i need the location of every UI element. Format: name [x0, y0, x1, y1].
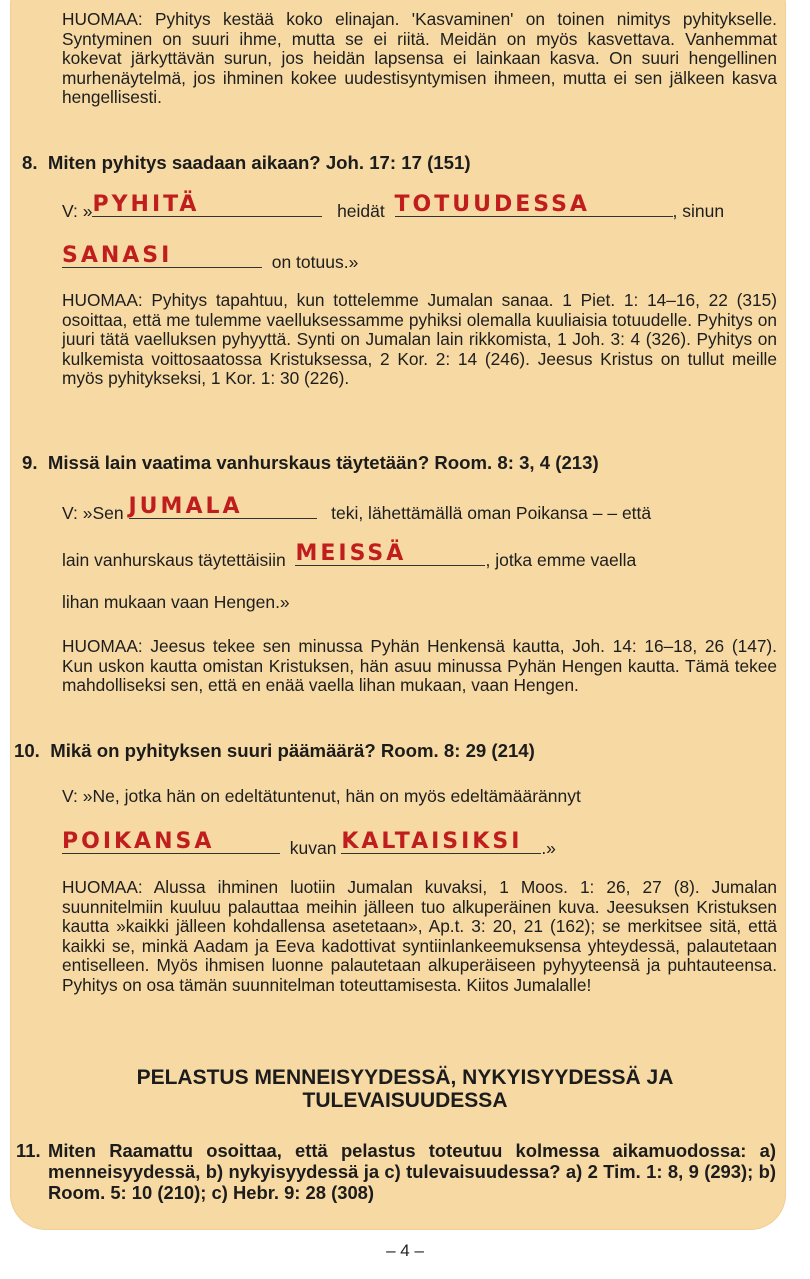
answer-9-line1 [62, 494, 652, 524]
answer-prefix: V: »Sen [62, 503, 124, 523]
note-8: HUOMAA: Pyhitys tapahtuu, kun tottelemme Jumalan sanaa. 1 Piet. 1: 14–16, 22 (315) osoittaa, että me tulemme vaelluksessamme pyhiksi olemalla kuuliaisia totuudelle. Pyhitys on juuri tätä vaelluksen pyhyyttä. Synti on Jumalan lain rikkomista, 1 Joh. 3: 4 (326). Pyhitys on kulkemista voittosaatossa Kristuksessa, 2 Kor. 2: 14 (246). Jeesus Kristus on tullut meille myös pyhitykseksi, 1 Kor. 1: 30 (226). [62, 290, 777, 389]
handwritten-answer: JUMALA [128, 494, 243, 519]
question-11 [16, 1140, 776, 1203]
section-heading-line: TULEVAISUUDESSA [302, 1089, 508, 1112]
handwritten-answer: POIKANSA [62, 829, 215, 854]
answer-prefix: V: » [62, 201, 93, 221]
note-intro: HUOMAA: Pyhitys kestää koko elinajan. 'Kasvaminen' on toinen nimitys pyhitykselle. Syntyminen on suuri ihme, mutta se ei riitä. Meidän on myös kasvettava. Vanhemmat kokevat järkyttävän surun, jos heidän lapsensa ei lainkaan kasva. On suuri hengellinen murhenäytelmä, jos ihminen kokee uudestisyntymisen ihmeen, mutta ei sen jälkeen kasva hengellisesti. [62, 9, 777, 108]
answer-text: , sinun [672, 201, 725, 221]
answer-text: , jotka emme vaella [485, 550, 637, 570]
note-9: HUOMAA: Jeesus tekee sen minussa Pyhän Henkensä kautta, Joh. 14: 16–18, 26 (147). Kun uskon kautta omistan Kristuksen, hän asuu minussa Pyhän Hengen kautta. Tämä tekee mahdolliseksi sen, että en enää vaella lihan mukaan, vaan Hengen. [62, 636, 777, 696]
question-number: 9. [22, 452, 38, 473]
question-number: 11. [16, 1140, 41, 1161]
answer-blank [128, 494, 317, 519]
question-text: Miten pyhitys saadaan aikaan? Joh. 17: 17 (151) [47, 152, 471, 173]
answer-blank [62, 829, 280, 854]
answer-text: .» [541, 838, 556, 858]
answer-blank [62, 243, 262, 268]
answer-text: lain vanhurskaus täytettäisiin [62, 550, 286, 570]
answer-blank [341, 829, 541, 854]
answer-9-line3: lihan mukaan vaan Hengen.» [62, 592, 290, 612]
answer-10-line2 [62, 829, 556, 859]
question-11-row [16, 1140, 776, 1203]
answer-8-line1 [62, 192, 725, 222]
question-text: Missä lain vaatima vanhurskaus täytetään? Room. 8: 3, 4 (213) [47, 452, 599, 473]
question-10 [14, 740, 535, 762]
question-number: 10. [14, 740, 40, 761]
answer-blank [295, 541, 485, 566]
handwritten-answer: SANASI [62, 243, 173, 268]
handwritten-answer: TOTUUDESSA [394, 192, 590, 217]
question-number: 8. [22, 152, 38, 173]
handwritten-answer: PYHITÄ [92, 192, 200, 217]
section-heading [0, 1066, 810, 1112]
question-8 [22, 152, 471, 174]
page-number: – 4 – [386, 1241, 424, 1260]
note-10: HUOMAA: Alussa ihminen luotiin Jumalan kuvaksi, 1 Moos. 1: 26, 27 (8). Jumalan suunnitelmiin kuuluu palauttaa meihin jälleen tuo alkuperäinen kuva. Jeesuksen Kristuksen kautta »kaikki jälleen kohdallensa asetetaan», Ap.t. 3: 20, 21 (162); se merkitsee sitä, että kaikki se, minkä Aadam ja Eeva kadottivat syntiinlankeemuksensa yhteydessä, palautetaan entiselleen. Myös ihmisen luonne palautetaan alkuperäiseen pyhyyteensä ja puhtauteensa. Pyhitys on osa tämän suunnitelman toteuttamisesta. Kiitos Jumalalle! [62, 877, 777, 995]
answer-text: on totuus.» [271, 252, 359, 272]
content-panel [10, 0, 786, 1230]
section-heading-line: PELASTUS MENNEISYYDESSÄ, NYKYISYYDESSÄ JA [136, 1066, 674, 1089]
answer-10-line1: V: »Ne, jotka hän on edeltätuntenut, hän on myös edeltämäärännyt [62, 786, 581, 806]
question-text: Miten Raamattu osoittaa, että pelastus toteutuu kolmessa aikamuodossa: a) menneisyydessä, b) nykyisyydessä ja c) tulevaisuudessa? a) 2 Tim. 1: 8, 9 (293); b) Room. 5: 10 (210); c) Hebr. 9: 28 (308) [48, 1140, 776, 1203]
answer-text: kuvan [289, 838, 337, 858]
answer-blank [394, 192, 673, 217]
answer-text: heidät [337, 201, 385, 221]
answer-8-line2 [62, 243, 359, 273]
handwritten-answer: MEISSÄ [295, 541, 407, 566]
handwritten-answer: KALTAISIKSI [341, 829, 523, 854]
question-9 [22, 452, 599, 474]
question-text: Mikä on pyhityksen suuri päämäärä? Room. 8: 29 (214) [50, 740, 535, 761]
answer-text: teki, lähettämällä oman Poikansa – – että [331, 503, 652, 523]
answer-blank [92, 192, 322, 217]
answer-9-line2 [62, 541, 637, 571]
